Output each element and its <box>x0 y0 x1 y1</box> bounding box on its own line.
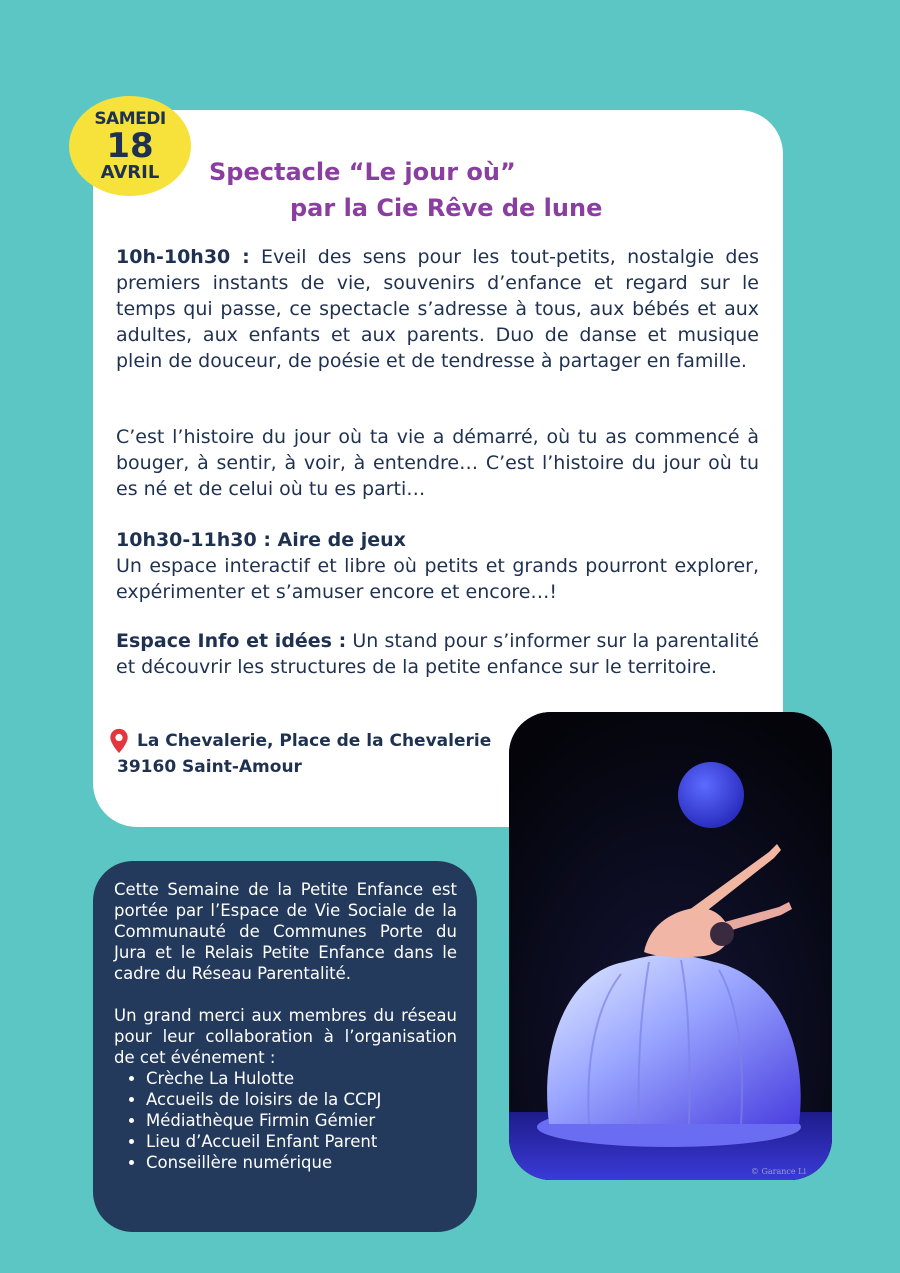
members-list <box>114 1068 457 1173</box>
list-item: • Lieu d’Accueil Enfant Parent <box>146 1131 457 1152</box>
performance-photo <box>509 712 832 1180</box>
list-item: • Médiathèque Firmin Gémier <box>146 1110 457 1131</box>
info-stand-paragraph <box>116 628 759 680</box>
show-description: Eveil des sens pour les tout-petits, nostalgie des premiers instants de vie, souvenirs d’enfance et regard sur le temps qui passe, ce spectacle s’adresse à tous, aux bébés et aux adultes, aux enfants et aux parents. Duo de danse et musique plein de douceur, de poésie et de tendresse à partager en famille. <box>116 246 759 372</box>
address-line1: La Chevalerie, Place de la Chevalerie <box>137 731 492 751</box>
info-box-paragraph2: Un grand merci aux membres du réseau pour leur collaboration à l’organisation de cet événement : <box>114 1006 457 1067</box>
list-item: • Accueils de loisirs de la CCPJ <box>146 1089 457 1110</box>
list-item: • Conseillère numérique <box>146 1152 457 1173</box>
play-area-heading: 10h30-11h30 : Aire de jeux <box>116 529 406 551</box>
info-box <box>93 861 477 1232</box>
schedule-time-show: 10h-10h30 : <box>116 246 250 268</box>
schedule-paragraph-play <box>116 527 759 605</box>
event-title-line2: par la Cie Rêve de lune <box>290 194 603 222</box>
location-pin-icon <box>108 728 130 754</box>
play-area-description: Un espace interactif et libre où petits et grands pourront explorer, expérimenter et s’amuser encore et encore…! <box>116 555 759 603</box>
info-stand-description: Un stand pour s’informer sur la parentalité et découvrir les structures de la petite enfance sur le territoire. <box>116 630 759 678</box>
story-paragraph: C’est l’histoire du jour où ta vie a démarré, où tu as commencé à bouger, à sentir, à voir, à entendre… C’est l’histoire du jour où tu es né et de celui où tu es parti… <box>116 426 759 500</box>
info-stand-heading: Espace Info et idées : <box>116 630 347 652</box>
date-badge <box>69 96 191 196</box>
date-month: AVRIL <box>100 161 160 183</box>
schedule-paragraph-show <box>116 244 759 374</box>
event-title-line1: Spectacle “Le jour où” <box>209 158 516 186</box>
photo-credit: © Garance Li <box>750 1167 806 1176</box>
event-address <box>108 728 491 780</box>
date-day-name: SAMEDI <box>94 108 166 129</box>
date-day-number: 18 <box>106 125 154 166</box>
list-item: • Crèche La Hulotte <box>146 1068 457 1089</box>
info-box-paragraph1: Cette Semaine de la Petite Enfance est portée par l’Espace de Vie Sociale de la Communauté de Communes Porte du Jura et le Relais Petite Enfance dans le cadre du Réseau Parentalité. <box>114 880 457 983</box>
address-line2: 39160 Saint-Amour <box>117 757 302 777</box>
